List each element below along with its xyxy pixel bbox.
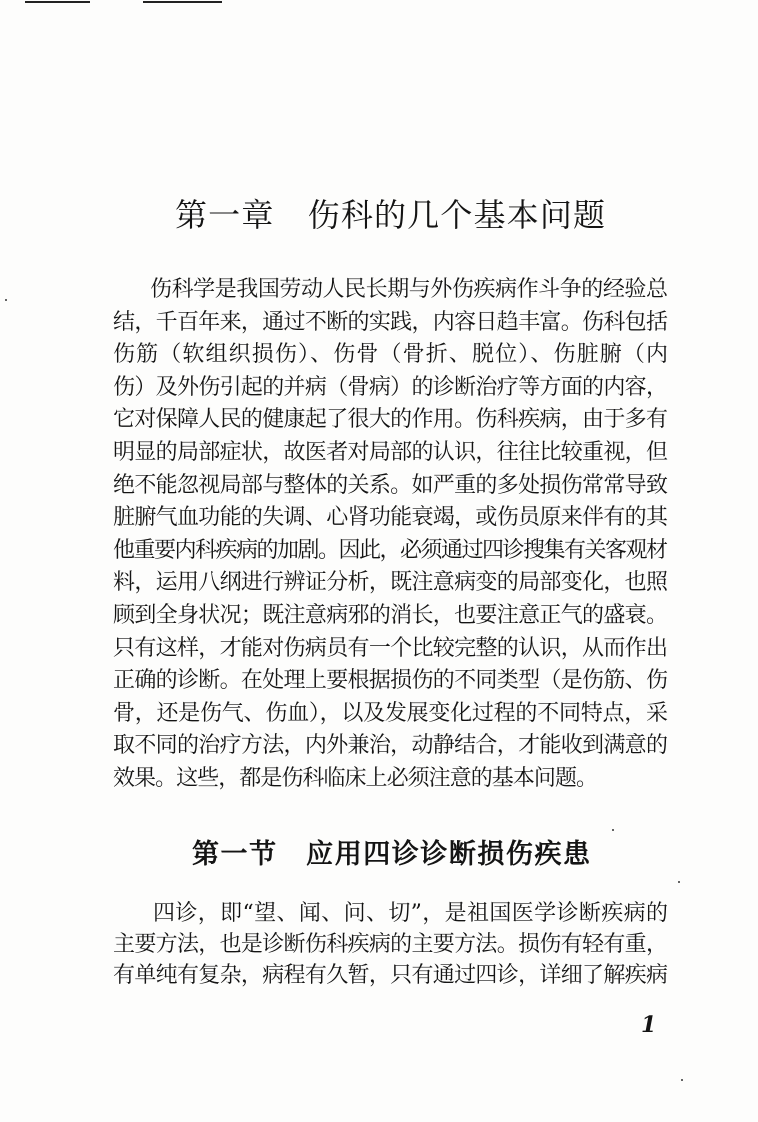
scan-speck — [678, 881, 680, 883]
scan-speck — [612, 829, 614, 831]
body-line: 取不同的治疗方法，内外兼治，动静结合，才能收到满意的 — [113, 733, 668, 759]
body-line: 骨，还是伤气、伤血），以及发展变化过程的不同特点，采 — [113, 700, 668, 726]
section-paragraph — [113, 898, 668, 991]
body-line: 有单纯有复杂，病程有久暂，只有通过四诊，详细了解疾病 — [113, 963, 668, 988]
body-line: 他重要内科疾病的加剧。因此，必须通过四诊搜集有关客观材 — [113, 537, 667, 563]
body-line: 主要方法，也是诊断伤科疾病的主要方法。损伤有轻有重， — [113, 932, 668, 957]
body-line: 效果。这些，都是伤科临床上必须注意的基本问题。 — [113, 765, 598, 791]
body-line: 伤科学是我国劳动人民长期与外伤疾病作斗争的经验总 — [150, 277, 668, 302]
body-line: 伤筋（软组织损伤）、伤骨（骨折、脱位）、伤脏腑（内 — [113, 342, 670, 368]
intro-paragraph — [113, 274, 668, 796]
chapter-title: 第一章 伤科的几个基本问题 — [175, 196, 607, 234]
body-line: 脏腑气血功能的失调、心肾功能衰竭，或伤员原来伴有的其 — [113, 505, 668, 531]
body-line: 明显的局部症状，故医者对局部的认识，往往比较重视，但 — [113, 439, 668, 465]
scan-edge-mark — [25, 1, 90, 3]
body-line: 结，千百年来，通过不断的实践，内容日趋丰富。伤科包括 — [113, 309, 668, 335]
body-line: 只有这样，才能对伤病员有一个比较完整的认识，从而作出 — [113, 635, 668, 661]
scan-speck — [5, 299, 7, 301]
body-line: 伤）及外伤引起的并病（骨病）的诊断治疗等方面的内容， — [113, 374, 668, 400]
body-line: 四诊，即“望、闻、问、切”，是祖国医学诊断疾病的 — [153, 901, 669, 926]
body-line: 顾到全身状况；既注意病邪的消长，也要注意正气的盛衰。 — [113, 602, 668, 628]
body-line: 料，运用八纲进行辨证分析，既注意病变的局部变化，也照 — [113, 570, 668, 596]
scan-speck — [681, 1079, 683, 1081]
section-heading: 第一节 应用四诊诊断损伤疾患 — [192, 839, 592, 870]
page-number: 1 — [641, 1012, 657, 1038]
body-line: 它对保障人民的健康起了很大的作用。伤科疾病，由于多有 — [113, 407, 668, 433]
scan-edge-mark — [143, 1, 222, 3]
body-line: 绝不能忽视局部与整体的关系。如严重的多处损伤常常导致 — [113, 472, 668, 498]
body-line: 正确的诊断。在处理上要根据损伤的不同类型（是伤筋、伤 — [113, 668, 668, 694]
